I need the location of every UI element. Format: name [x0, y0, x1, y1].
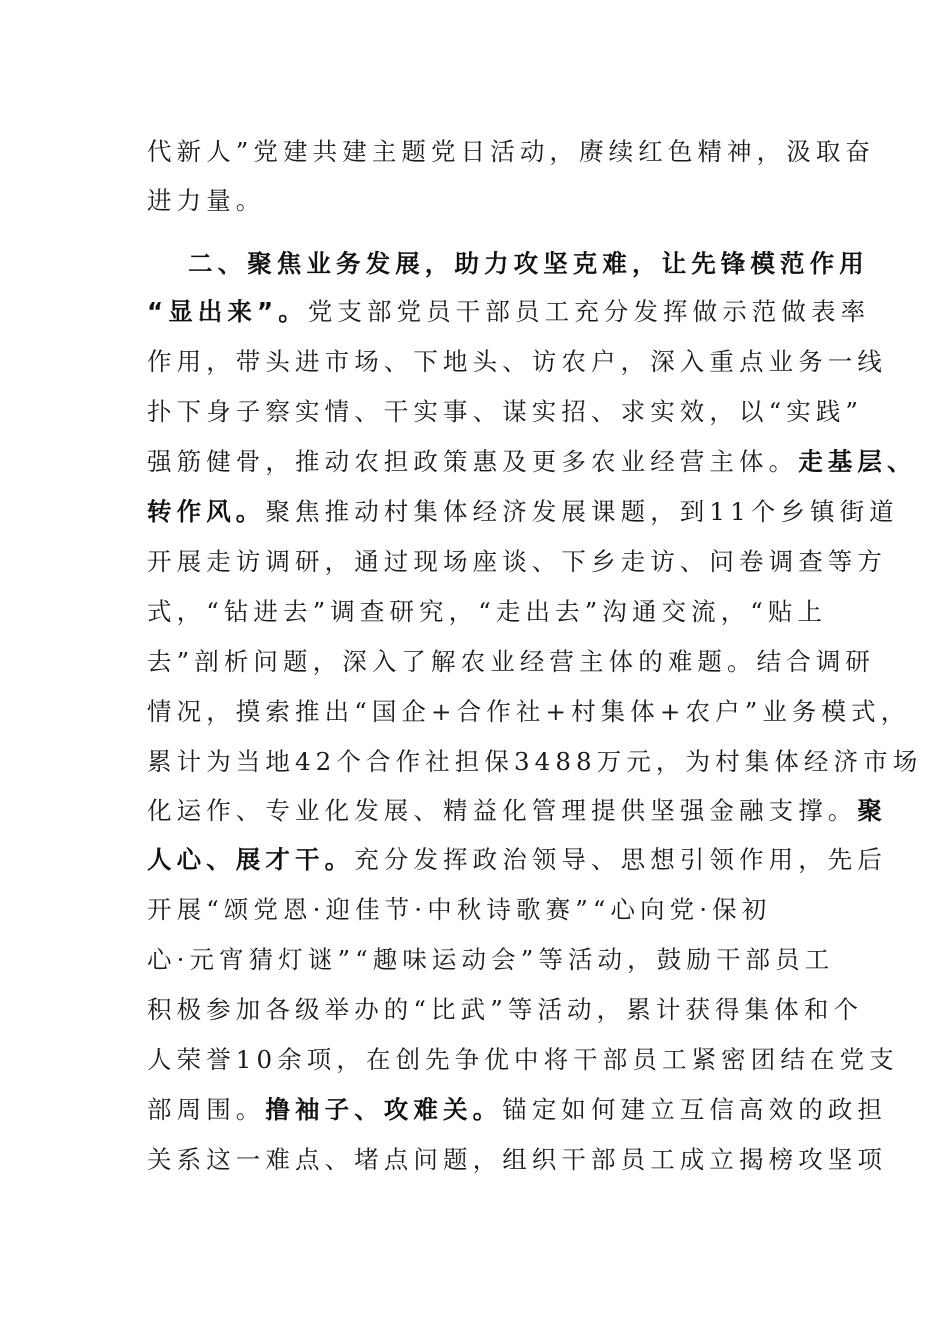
- heading-segment: “显出来”。: [147, 297, 308, 326]
- line-segment: 去”剖析问题，深入了解农业经营主体的难题。结合调研: [147, 647, 876, 676]
- text-line: [147, 692, 910, 732]
- bold-phrase: 撸袖子、攻难关。: [265, 1095, 503, 1124]
- text-line: [147, 990, 863, 1030]
- line-segment: 充分发挥政治领导、思想引领作用，先后: [354, 845, 888, 874]
- text-line: [147, 840, 887, 880]
- line-segment: 人荣誉10余项，在创先争优中将干部员工紧密团结在党支: [147, 1045, 899, 1074]
- section-heading: [188, 244, 869, 284]
- line-segment: 作用，带头进市场、下地头、访农户，深入重点业务一线: [147, 347, 887, 376]
- line-segment: 式，“钻进去”调查研究，“走出去”沟通交流，“贴上: [147, 597, 828, 626]
- text-line: [147, 742, 922, 782]
- text-line: [147, 791, 887, 831]
- bold-phrase: 聚: [857, 796, 888, 825]
- bold-phrase: 人心、展才干。: [147, 845, 355, 874]
- line-segment: 党支部党员干部员工充分发挥做示范做表率: [307, 297, 871, 326]
- text-line: [147, 1090, 887, 1130]
- text-line: [147, 1040, 899, 1080]
- line-segment: 扑下身子察实情、干实事、谋实招、求实效，以“实践”: [147, 397, 864, 426]
- bold-phrase: 转作风。: [147, 497, 266, 526]
- text-line: [147, 642, 875, 682]
- text-line: [147, 132, 875, 172]
- text-line: [147, 181, 265, 221]
- line-segment: 情况，摸索推出“国企+合作社+村集体+农户”业务模式，: [147, 697, 911, 726]
- text-line: [147, 542, 887, 582]
- line-segment: 锚定如何建立互信高效的政担: [502, 1095, 888, 1124]
- text-line: [147, 342, 887, 382]
- line-segment: 心·元宵猜灯谜”“趣味运动会”等活动，鼓励干部员工: [147, 945, 835, 974]
- line-segment: 积极参加各级举办的“比武”等活动，累计获得集体和个: [147, 995, 864, 1024]
- line-segment: 部周围。: [147, 1095, 266, 1124]
- bold-phrase: 走基层、: [798, 447, 917, 476]
- text-line: [147, 292, 870, 332]
- line-segment: 化运作、专业化发展、精益化管理提供坚强金融支撑。: [147, 796, 858, 825]
- line-segment: 开展“颂党恩·迎佳节·中秋诗歌赛”“心向党·保初: [147, 895, 772, 924]
- line-segment: 代新人”党建共建主题党日活动，赓续红色精神，汲取奋: [147, 137, 876, 166]
- line-segment: 累计为当地42个合作社担保3488万元，为村集体经济市场: [147, 747, 923, 776]
- line-segment: 进力量。: [147, 186, 266, 215]
- text-line: [147, 492, 899, 532]
- line-segment: 聚焦推动村集体经济发展课题，到11个乡镇街道: [265, 497, 899, 526]
- line-segment: 强筋健骨，推动农担政策惠及更多农业经营主体。: [147, 447, 799, 476]
- text-line: [147, 592, 827, 632]
- text-line: [147, 392, 863, 432]
- text-line: [147, 940, 834, 980]
- text-line: [147, 890, 771, 930]
- line-segment: 关系这一难点、堵点问题，组织干部员工成立揭榜攻坚项: [147, 1145, 887, 1174]
- text-line: [147, 1140, 887, 1180]
- line-segment: 开展走访调研，通过现场座谈、下乡走访、问卷调查等方: [147, 547, 887, 576]
- text-line: [147, 442, 917, 482]
- heading-segment: 二、聚焦业务发展，助力攻坚克难，让先锋模范作用: [188, 249, 869, 278]
